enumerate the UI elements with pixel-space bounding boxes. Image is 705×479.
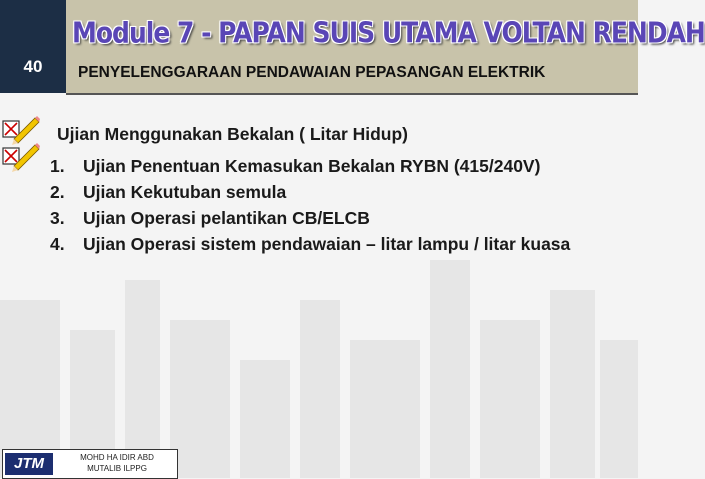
list-item — [50, 179, 590, 205]
slide-number: 40 — [23, 57, 43, 76]
item-number: 1. — [50, 156, 65, 176]
header-bar — [66, 0, 705, 95]
item-text: Ujian Operasi pelantikan CB/ELCB — [83, 208, 370, 228]
item-text: Ujian Kekutuban semula — [83, 182, 287, 202]
module-subtitle: PENYELENGGARAAN PENDAWAIAN PEPASANGAN ELEKTRIK — [78, 64, 546, 81]
author-line-2: MUTALIB ILPPG — [87, 464, 147, 473]
item-text: Ujian Operasi sistem pendawaian – litar lampu / litar kuasa — [83, 234, 571, 254]
item-number: 3. — [50, 208, 65, 228]
test-list — [50, 153, 590, 257]
item-text: Ujian Penentuan Kemasukan Bekalan RYBN (415/240V) — [83, 156, 541, 176]
list-item — [50, 231, 590, 257]
footer-credit — [2, 449, 178, 479]
author-credit — [59, 452, 175, 474]
checkbox-pencil-icon — [2, 140, 40, 174]
item-number: 4. — [50, 234, 65, 254]
item-number: 2. — [50, 182, 65, 202]
list-item — [50, 153, 590, 179]
section-heading: Ujian Menggunakan Bekalan ( Litar Hidup) — [57, 124, 409, 144]
jtm-logo: JTM — [5, 453, 53, 475]
module-title: Module 7 - PAPAN SUIS UTAMA VOLTAN RENDAH — [72, 16, 705, 50]
author-line-1: MOHD HA IDIR ABD — [80, 453, 154, 462]
slide-number-box — [0, 0, 66, 93]
list-item — [50, 205, 590, 231]
